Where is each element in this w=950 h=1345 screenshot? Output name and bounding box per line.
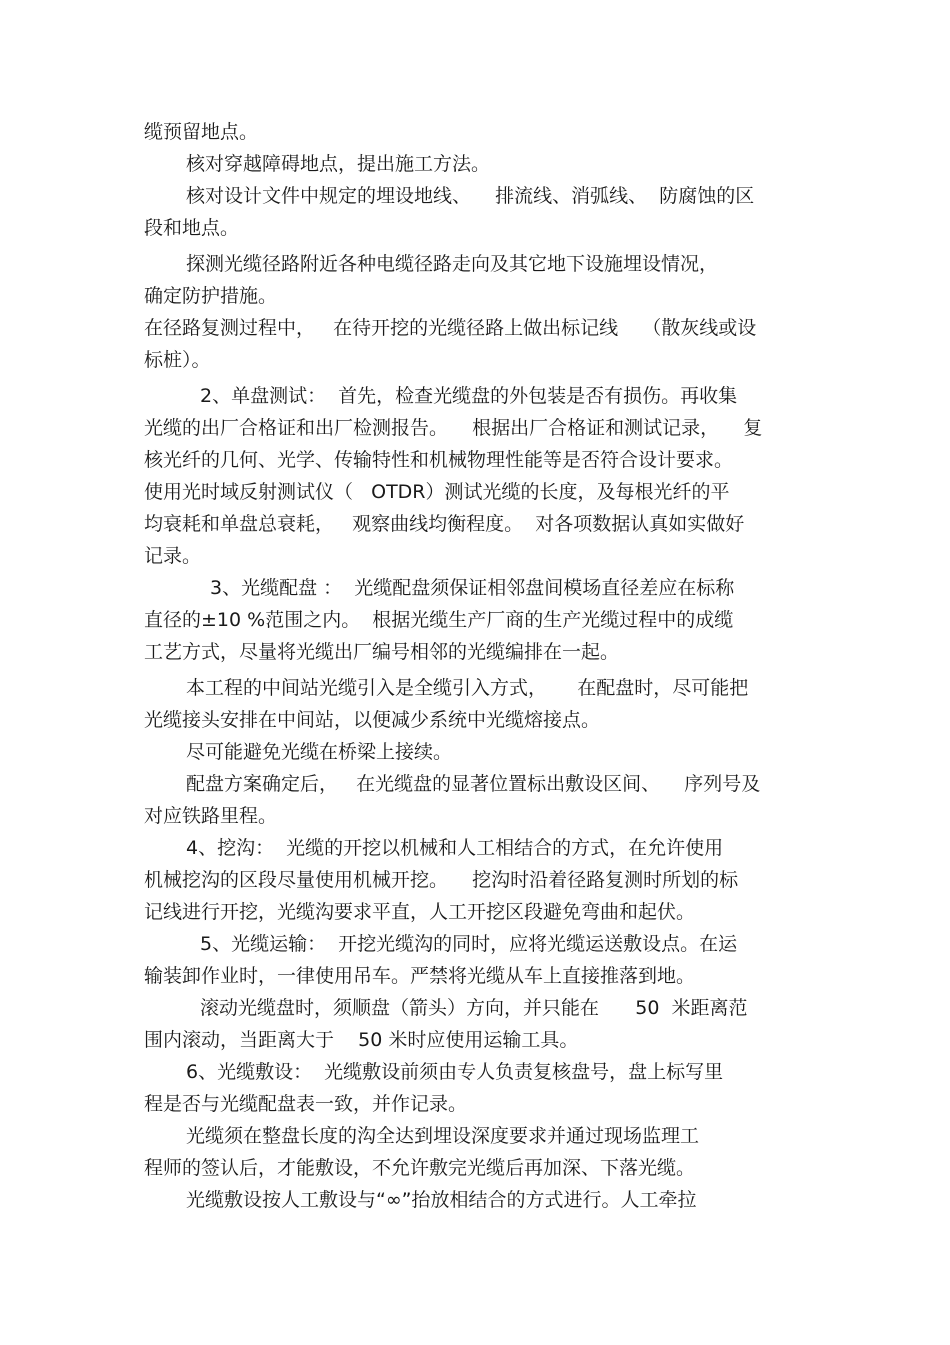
text-line: 对应铁路里程。 xyxy=(144,805,278,827)
text-line: 尽可能避免光缆在桥梁上接续。 xyxy=(186,741,453,763)
text-line: 核光纤的几何、光学、传输特性和机械物理性能等是否符合设计要求。 xyxy=(144,449,734,471)
text-line: 在径路复测过程中， 在待开挖的光缆径路上做出标记线 （散灰线或设 xyxy=(144,317,757,339)
text-line: 光缆须在整盘长度的沟全达到埋设深度要求并通过现场监理工 xyxy=(186,1125,700,1147)
text-line: 2、单盘测试： 首先，检查光缆盘的外包装是否有损伤。再收集 xyxy=(200,385,738,407)
text-line: 确定防护措施。 xyxy=(144,285,278,307)
text-line: 4、挖沟： 光缆的开挖以机械和人工相结合的方式，在允许使用 xyxy=(186,837,724,859)
text-line: 围内滚动，当距离大于 50 米时应使用运输工具。 xyxy=(144,1029,579,1051)
text-line: 本工程的中间站光缆引入是全缆引入方式， 在配盘时，尽可能把 xyxy=(186,677,749,699)
text-line: 3、光缆配盘 ： 光缆配盘须保证相邻盘间模场直径差应在标称 xyxy=(210,577,735,599)
text-line: 光缆敷设按人工敷设与“∞”抬放相结合的方式进行。人工牵拉 xyxy=(186,1189,697,1211)
text-line: 机械挖沟的区段尽量使用机械开挖。 挖沟时沿着径路复测时所划的标 xyxy=(144,869,739,891)
text-line: 缆预留地点。 xyxy=(144,121,259,143)
text-line: 光缆的出厂合格证和出厂检测报告。 根据出厂合格证和测试记录， 复 xyxy=(144,417,763,439)
text-line: 5、光缆运输： 开挖光缆沟的同时，应将光缆运送敷设点。在运 xyxy=(200,933,738,955)
text-line: 探测光缆径路附近各种电缆径路走向及其它地下设施埋设情况， xyxy=(186,253,719,275)
text-line: 均衰耗和单盘总衰耗， 观察曲线均衡程度。 对各项数据认真如实做好 xyxy=(144,513,745,535)
text-line: 6、光缆敷设： 光缆敷设前须由专人负责复核盘号，盘上标写里 xyxy=(186,1061,724,1083)
text-line: 工艺方式，尽量将光缆出厂编号相邻的光缆编排在一起。 xyxy=(144,641,620,663)
text-line: 光缆接头安排在中间站，以便减少系统中光缆熔接点。 xyxy=(144,709,601,731)
text-line: 配盘方案确定后， 在光缆盘的显著位置标出敷设区间、 序列号及 xyxy=(186,773,761,795)
text-line: 核对设计文件中规定的埋设地线、 排流线、消弧线、 防腐蚀的区 xyxy=(186,185,755,207)
text-line: 直径的±10 %范围之内。 根据光缆生产厂商的生产光缆过程中的成缆 xyxy=(144,609,734,631)
text-line: 程师的签认后，才能敷设，不允许敷完光缆后再加深、下落光缆。 xyxy=(144,1157,696,1179)
text-line: 核对穿越障碍地点，提出施工方法。 xyxy=(186,153,491,175)
text-line: 标桩）。 xyxy=(144,349,211,371)
text-line: 段和地点。 xyxy=(144,217,240,239)
text-line: 滚动光缆盘时，须顺盘（箭头）方向，并只能在 50 米距离范 xyxy=(200,997,748,1019)
text-line: 使用光时域反射测试仪（ OTDR）测试光缆的长度，及每根光纤的平 xyxy=(144,481,730,503)
text-line: 记录。 xyxy=(144,545,202,567)
text-line: 输装卸作业时，一律使用吊车。严禁将光缆从车上直接推落到地。 xyxy=(144,965,696,987)
text-line: 程是否与光缆配盘表一致，并作记录。 xyxy=(144,1093,468,1115)
text-line: 记线进行开挖，光缆沟要求平直，人工开挖区段避免弯曲和起伏。 xyxy=(144,901,696,923)
